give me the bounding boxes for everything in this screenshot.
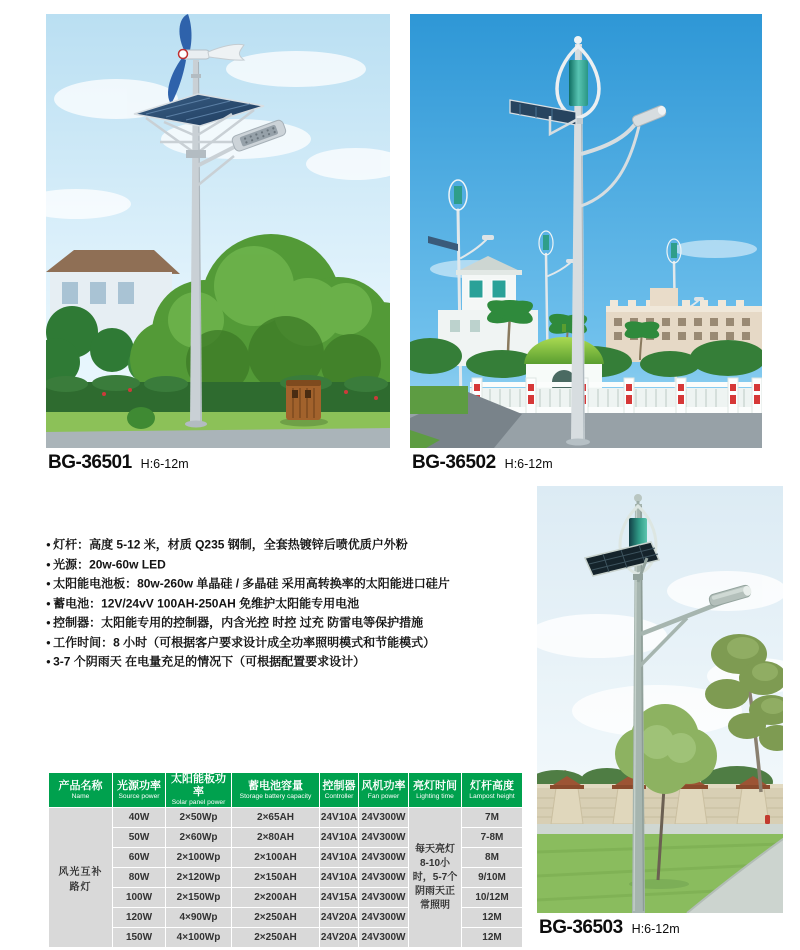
column-header: 控制器 Controller <box>320 773 359 808</box>
spec-value-cell: 24V300W <box>359 888 409 908</box>
spec-value-cell: 100W <box>113 888 166 908</box>
spec-value-cell: 60W <box>113 848 166 868</box>
spec-value-cell: 2×150AH <box>232 868 320 888</box>
table-header-row <box>49 773 523 808</box>
lamppost-height-cell: 12M <box>462 928 523 948</box>
lamppost-height-cell: 12M <box>462 908 523 928</box>
column-header: 灯杆高度 Lampost height <box>462 773 523 808</box>
spec-item: ● 光源：20w-60w LED <box>46 555 520 575</box>
column-header: 产品名称 Name <box>49 773 113 808</box>
spec-value-cell: 2×60Wp <box>166 828 232 848</box>
lamppost-height-cell: 8M <box>462 848 523 868</box>
spec-value-cell: 50W <box>113 828 166 848</box>
spec-value-cell: 24V300W <box>359 868 409 888</box>
spec-value-cell: 120W <box>113 908 166 928</box>
spec-item: ● 蓄电池：12V/24vV 100AH-250AH 免维护太阳能专用电池 <box>46 594 520 614</box>
lamppost-height-cell: 7M <box>462 808 523 828</box>
spec-item: ● 灯杆：高度 5-12 米，材质 Q235 钢制，全套热镀锌后喷优质户外粉 <box>46 535 520 555</box>
lamppost-height-cell: 10/12M <box>462 888 523 908</box>
spec-value-cell: 2×65AH <box>232 808 320 828</box>
column-header: 光源功率 Source power <box>113 773 166 808</box>
spec-value-cell: 24V300W <box>359 908 409 928</box>
fire-hydrant <box>765 815 770 824</box>
spec-value-cell: 80W <box>113 868 166 888</box>
trash-bin <box>280 380 328 427</box>
grass-left <box>410 386 468 414</box>
spec-value-cell: 24V300W <box>359 848 409 868</box>
product-name-cell: 风光互补路灯 <box>49 808 113 948</box>
model-number: BG-36503 <box>539 917 623 938</box>
photo-scene-1 <box>46 14 390 448</box>
spec-value-cell: 40W <box>113 808 166 828</box>
spec-value-cell: 24V20A <box>320 928 359 948</box>
height-range: H:6-12m <box>631 922 680 936</box>
spec-value-cell: 150W <box>113 928 166 948</box>
caption-bg-36502 <box>412 452 553 474</box>
height-range: H:6-12m <box>504 457 553 471</box>
photo-scene-3 <box>537 486 783 913</box>
spec-bullet-section <box>46 535 520 672</box>
spec-value-cell: 24V10A <box>320 848 359 868</box>
spec-item: ● 控制器：太阳能专用的控制器，内含光控 时控 过充 防雷电等保护措施 <box>46 613 520 633</box>
spec-item: ● 3-7 个阴雨天 在电量充足的情况下（可根据配置要求设计） <box>46 652 520 672</box>
bush <box>127 407 155 429</box>
spec-value-cell: 2×50Wp <box>166 808 232 828</box>
lamppost-height-cell: 9/10M <box>462 868 523 888</box>
spec-value-cell: 2×150Wp <box>166 888 232 908</box>
column-header: 亮灯时间 Lighting time <box>409 773 462 808</box>
spec-value-cell: 2×80AH <box>232 828 320 848</box>
table-row <box>49 808 523 828</box>
spec-value-cell: 2×120Wp <box>166 868 232 888</box>
spec-list <box>46 535 520 672</box>
spec-value-cell: 24V300W <box>359 928 409 948</box>
spec-value-cell: 24V300W <box>359 828 409 848</box>
spec-value-cell: 2×250AH <box>232 908 320 928</box>
spec-value-cell: 24V20A <box>320 908 359 928</box>
caption-bg-36503 <box>539 917 680 939</box>
lamppost-height-cell: 7-8M <box>462 828 523 848</box>
height-range: H:6-12m <box>140 457 189 471</box>
spec-value-cell: 4×90Wp <box>166 908 232 928</box>
spec-value-cell: 24V300W <box>359 808 409 828</box>
product-photo-bg-36503 <box>537 486 783 913</box>
spec-table <box>48 772 523 948</box>
table-body <box>49 808 523 948</box>
spec-value-cell: 2×100Wp <box>166 848 232 868</box>
spec-value-cell: 24V10A <box>320 868 359 888</box>
spec-value-cell: 24V15A <box>320 888 359 908</box>
spec-value-cell: 24V10A <box>320 808 359 828</box>
spec-value-cell: 24V10A <box>320 828 359 848</box>
lighting-time-cell: 每天亮灯8-10小时，5-7个阴雨天正常照明 <box>409 808 462 948</box>
balustrade-fence <box>470 378 762 416</box>
column-header: 风机功率 Fan power <box>359 773 409 808</box>
column-header: 太阳能板功率 Solar panel power <box>166 773 232 808</box>
spec-item: ● 太阳能电池板：80w-260w 单晶硅 / 多晶硅 采用高转换率的太阳能进口硅片 <box>46 574 520 594</box>
model-number: BG-36502 <box>412 452 496 473</box>
spec-value-cell: 2×250AH <box>232 928 320 948</box>
product-photo-bg-36501 <box>46 14 390 448</box>
spec-value-cell: 2×100AH <box>232 848 320 868</box>
photo-scene-2 <box>410 14 762 448</box>
spec-value-cell: 4×100Wp <box>166 928 232 948</box>
spec-item: ● 工作时间：8 小时（可根据客户要求设计成全功率照明模式和节能模式） <box>46 633 520 653</box>
model-number: BG-36501 <box>48 452 132 473</box>
product-photo-bg-36502 <box>410 14 762 448</box>
spec-value-cell: 2×200AH <box>232 888 320 908</box>
column-header: 蓄电池容量 Storage battery capacity <box>232 773 320 808</box>
caption-bg-36501 <box>48 452 189 474</box>
